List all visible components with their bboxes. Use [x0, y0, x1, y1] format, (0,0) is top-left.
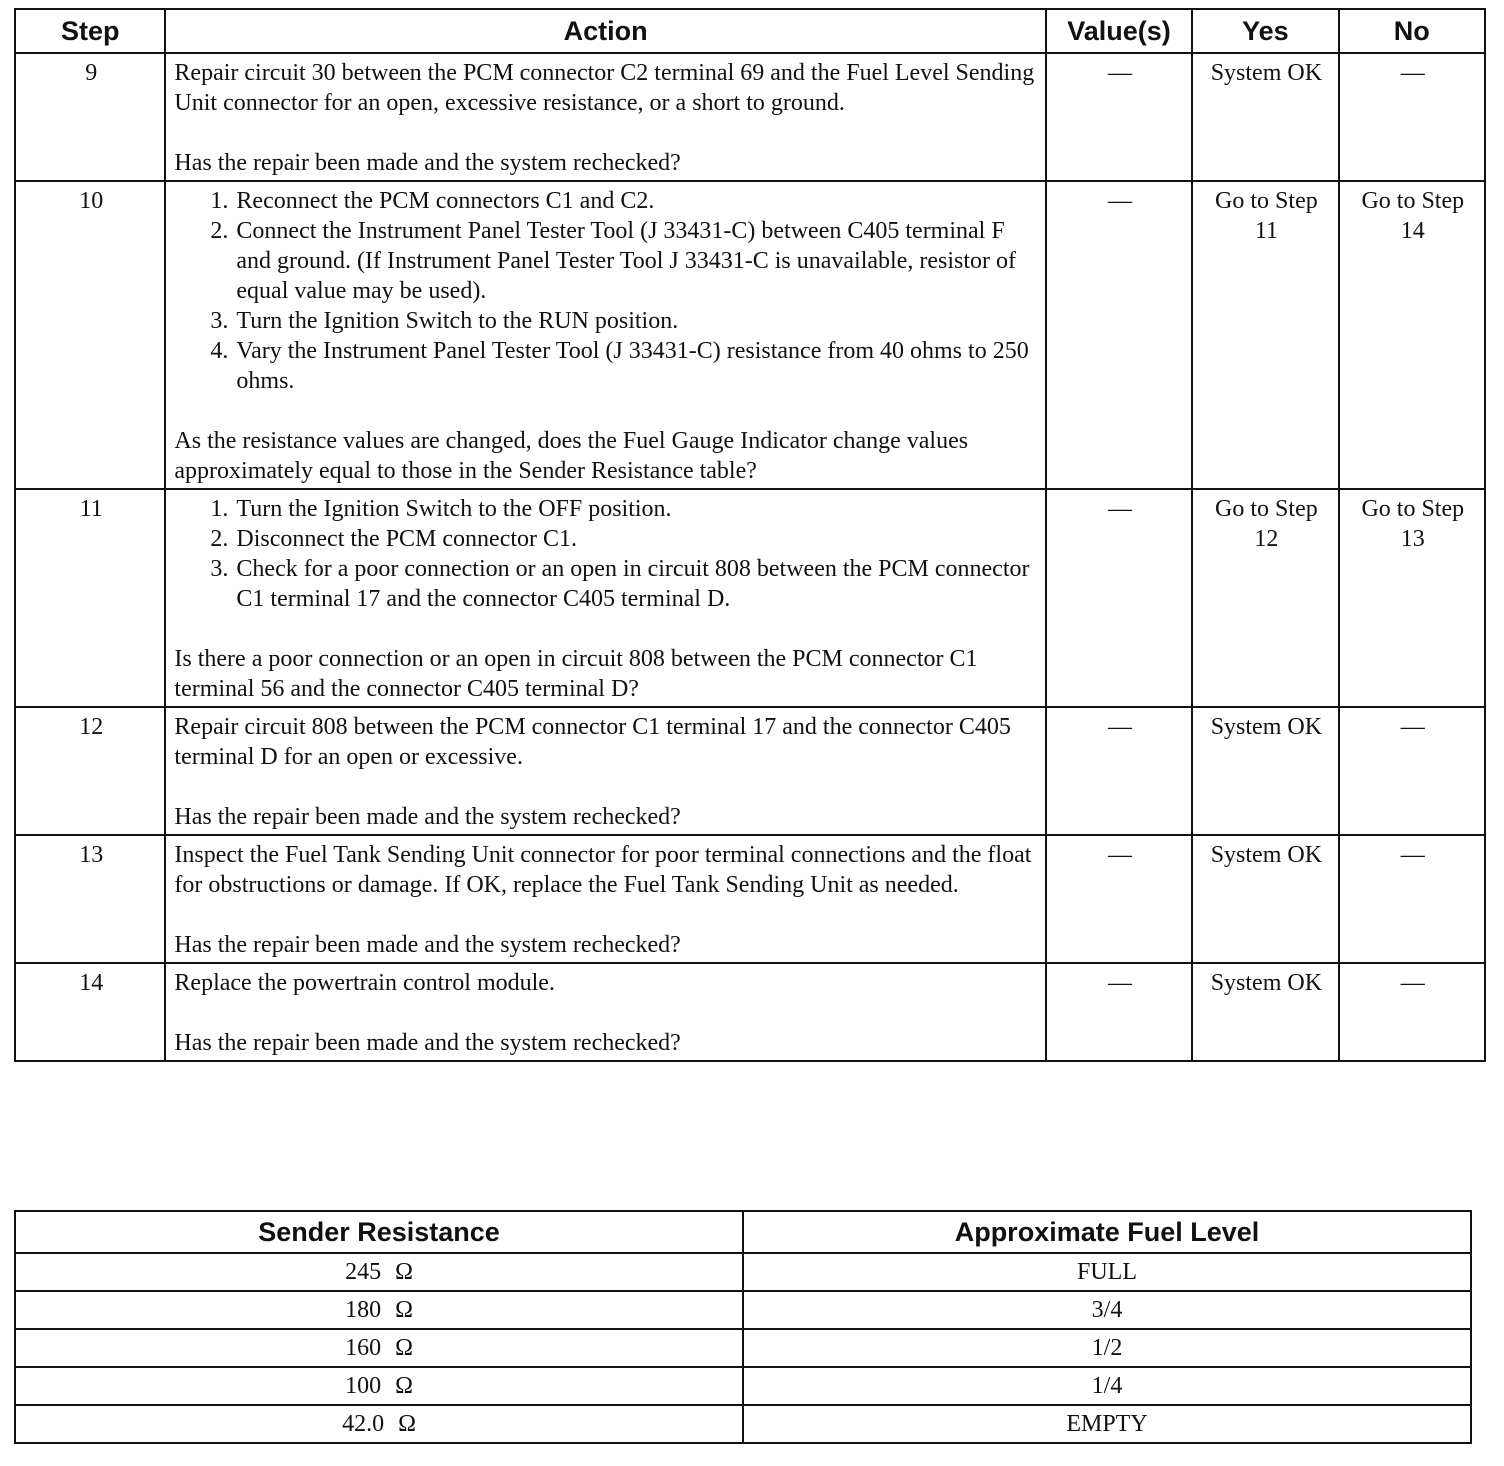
table-row [15, 1253, 1471, 1291]
table-row [15, 53, 1485, 181]
resistance-cell [15, 1291, 743, 1329]
action-step: 2. Connect the Instrument Panel Tester Tool (J 33431-C) between C405 terminal F and ground. (If Instrument Panel Tester Tool J 33431-C is unavailable, resistor of equal value may be used). [234, 216, 1038, 306]
values-cell: — [1046, 181, 1192, 489]
step-number: 9 [15, 53, 165, 181]
action-header: Action [165, 9, 1045, 53]
fuel-level-cell: 3/4 [743, 1291, 1471, 1329]
action-cell [165, 489, 1045, 707]
yes-header: Yes [1192, 9, 1338, 53]
fuel-level-cell: 1/2 [743, 1329, 1471, 1367]
no-result: — [1339, 707, 1485, 835]
ohm-unit: Ω [395, 1334, 413, 1361]
sender-resistance-table [14, 1210, 1472, 1444]
values-cell: — [1046, 707, 1192, 835]
table-row [15, 489, 1485, 707]
table-row [15, 1329, 1471, 1367]
action-cell [165, 181, 1045, 489]
no-result: — [1339, 835, 1485, 963]
action-question: As the resistance values are changed, does the Fuel Gauge Indicator change values approximately equal to those in the Sender Resistance table? [174, 428, 969, 484]
ohm-unit: Ω [398, 1410, 416, 1437]
yes-result: System OK [1192, 835, 1338, 963]
fuel-level-header: Approximate Fuel Level [743, 1211, 1471, 1253]
sender-resistance-header: Sender Resistance [15, 1211, 743, 1253]
action-steps-list [174, 186, 1038, 396]
action-question: Has the repair been made and the system rechecked? [174, 150, 681, 176]
resistance-value: 160 [345, 1334, 382, 1361]
no-result: — [1339, 963, 1485, 1061]
action-question: Is there a poor connection or an open in circuit 808 between the PCM connector C1 terminal 56 and the connector C405 terminal D? [174, 646, 978, 702]
resistance-value: 100 [345, 1372, 382, 1399]
yes-result: System OK [1192, 53, 1338, 181]
ohm-unit: Ω [395, 1372, 413, 1399]
resistance-cell [15, 1329, 743, 1367]
table-row [15, 1291, 1471, 1329]
action-step: 4. Vary the Instrument Panel Tester Tool (J 33431-C) resistance from 40 ohms to 250 ohms. [234, 336, 1038, 396]
action-instruction: Repair circuit 808 between the PCM connector C1 terminal 17 and the connector C405 terminal D for an open or excessive. [174, 714, 1011, 770]
table-row [15, 963, 1485, 1061]
fuel-level-cell: 1/4 [743, 1367, 1471, 1405]
no-header: No [1339, 9, 1485, 53]
resistance-cell [15, 1405, 743, 1443]
fuel-level-cell: EMPTY [743, 1405, 1471, 1443]
yes-result: System OK [1192, 707, 1338, 835]
resistance-cell [15, 1253, 743, 1291]
step-number: 10 [15, 181, 165, 489]
ohm-unit: Ω [395, 1258, 413, 1285]
step-number: 11 [15, 489, 165, 707]
action-question: Has the repair been made and the system rechecked? [174, 1030, 681, 1056]
step-header: Step [15, 9, 165, 53]
yes-result: Go to Step 11 [1192, 181, 1338, 489]
action-question: Has the repair been made and the system rechecked? [174, 804, 681, 830]
step-number: 14 [15, 963, 165, 1061]
diagnostic-table [14, 8, 1486, 1062]
resistance-value: 245 [345, 1258, 382, 1285]
values-cell: — [1046, 835, 1192, 963]
no-result: — [1339, 53, 1485, 181]
values-cell: — [1046, 963, 1192, 1061]
resistance-value: 42.0 [342, 1410, 385, 1437]
step-number: 12 [15, 707, 165, 835]
values-cell: — [1046, 53, 1192, 181]
action-instruction: Repair circuit 30 between the PCM connector C2 terminal 69 and the Fuel Level Sending Unit connector for an open, excessive resistance, or a short to ground. [174, 60, 1035, 116]
resistance-cell [15, 1367, 743, 1405]
action-step: 3. Check for a poor connection or an open in circuit 808 between the PCM connector C1 terminal 17 and the connector C405 terminal D. [234, 554, 1038, 614]
yes-result: Go to Step 12 [1192, 489, 1338, 707]
action-step: 1. Turn the Ignition Switch to the OFF position. [234, 494, 1038, 524]
no-result: Go to Step 13 [1339, 489, 1485, 707]
values-header: Value(s) [1046, 9, 1192, 53]
table-row [15, 707, 1485, 835]
yes-result: System OK [1192, 963, 1338, 1061]
action-step: 1. Reconnect the PCM connectors C1 and C2. [234, 186, 1038, 216]
resistance-value: 180 [345, 1296, 382, 1323]
no-result: Go to Step 14 [1339, 181, 1485, 489]
action-step: 2. Disconnect the PCM connector C1. [234, 524, 1038, 554]
table-row [15, 181, 1485, 489]
action-cell [165, 707, 1045, 835]
step-number: 13 [15, 835, 165, 963]
action-question: Has the repair been made and the system rechecked? [174, 932, 681, 958]
ohm-unit: Ω [395, 1296, 413, 1323]
values-cell: — [1046, 489, 1192, 707]
action-instruction: Inspect the Fuel Tank Sending Unit connector for poor terminal connections and the float for obstructions or damage. If OK, replace the Fuel Tank Sending Unit as needed. [174, 842, 1032, 898]
action-cell [165, 53, 1045, 181]
action-cell [165, 835, 1045, 963]
diagnostic-header-row [15, 9, 1485, 53]
action-instruction: Replace the powertrain control module. [174, 970, 555, 996]
action-step: 3. Turn the Ignition Switch to the RUN position. [234, 306, 1038, 336]
sender-header-row [15, 1211, 1471, 1253]
action-steps-list [174, 494, 1038, 614]
table-row [15, 1405, 1471, 1443]
table-row [15, 835, 1485, 963]
table-row [15, 1367, 1471, 1405]
fuel-level-cell: FULL [743, 1253, 1471, 1291]
action-cell [165, 963, 1045, 1061]
